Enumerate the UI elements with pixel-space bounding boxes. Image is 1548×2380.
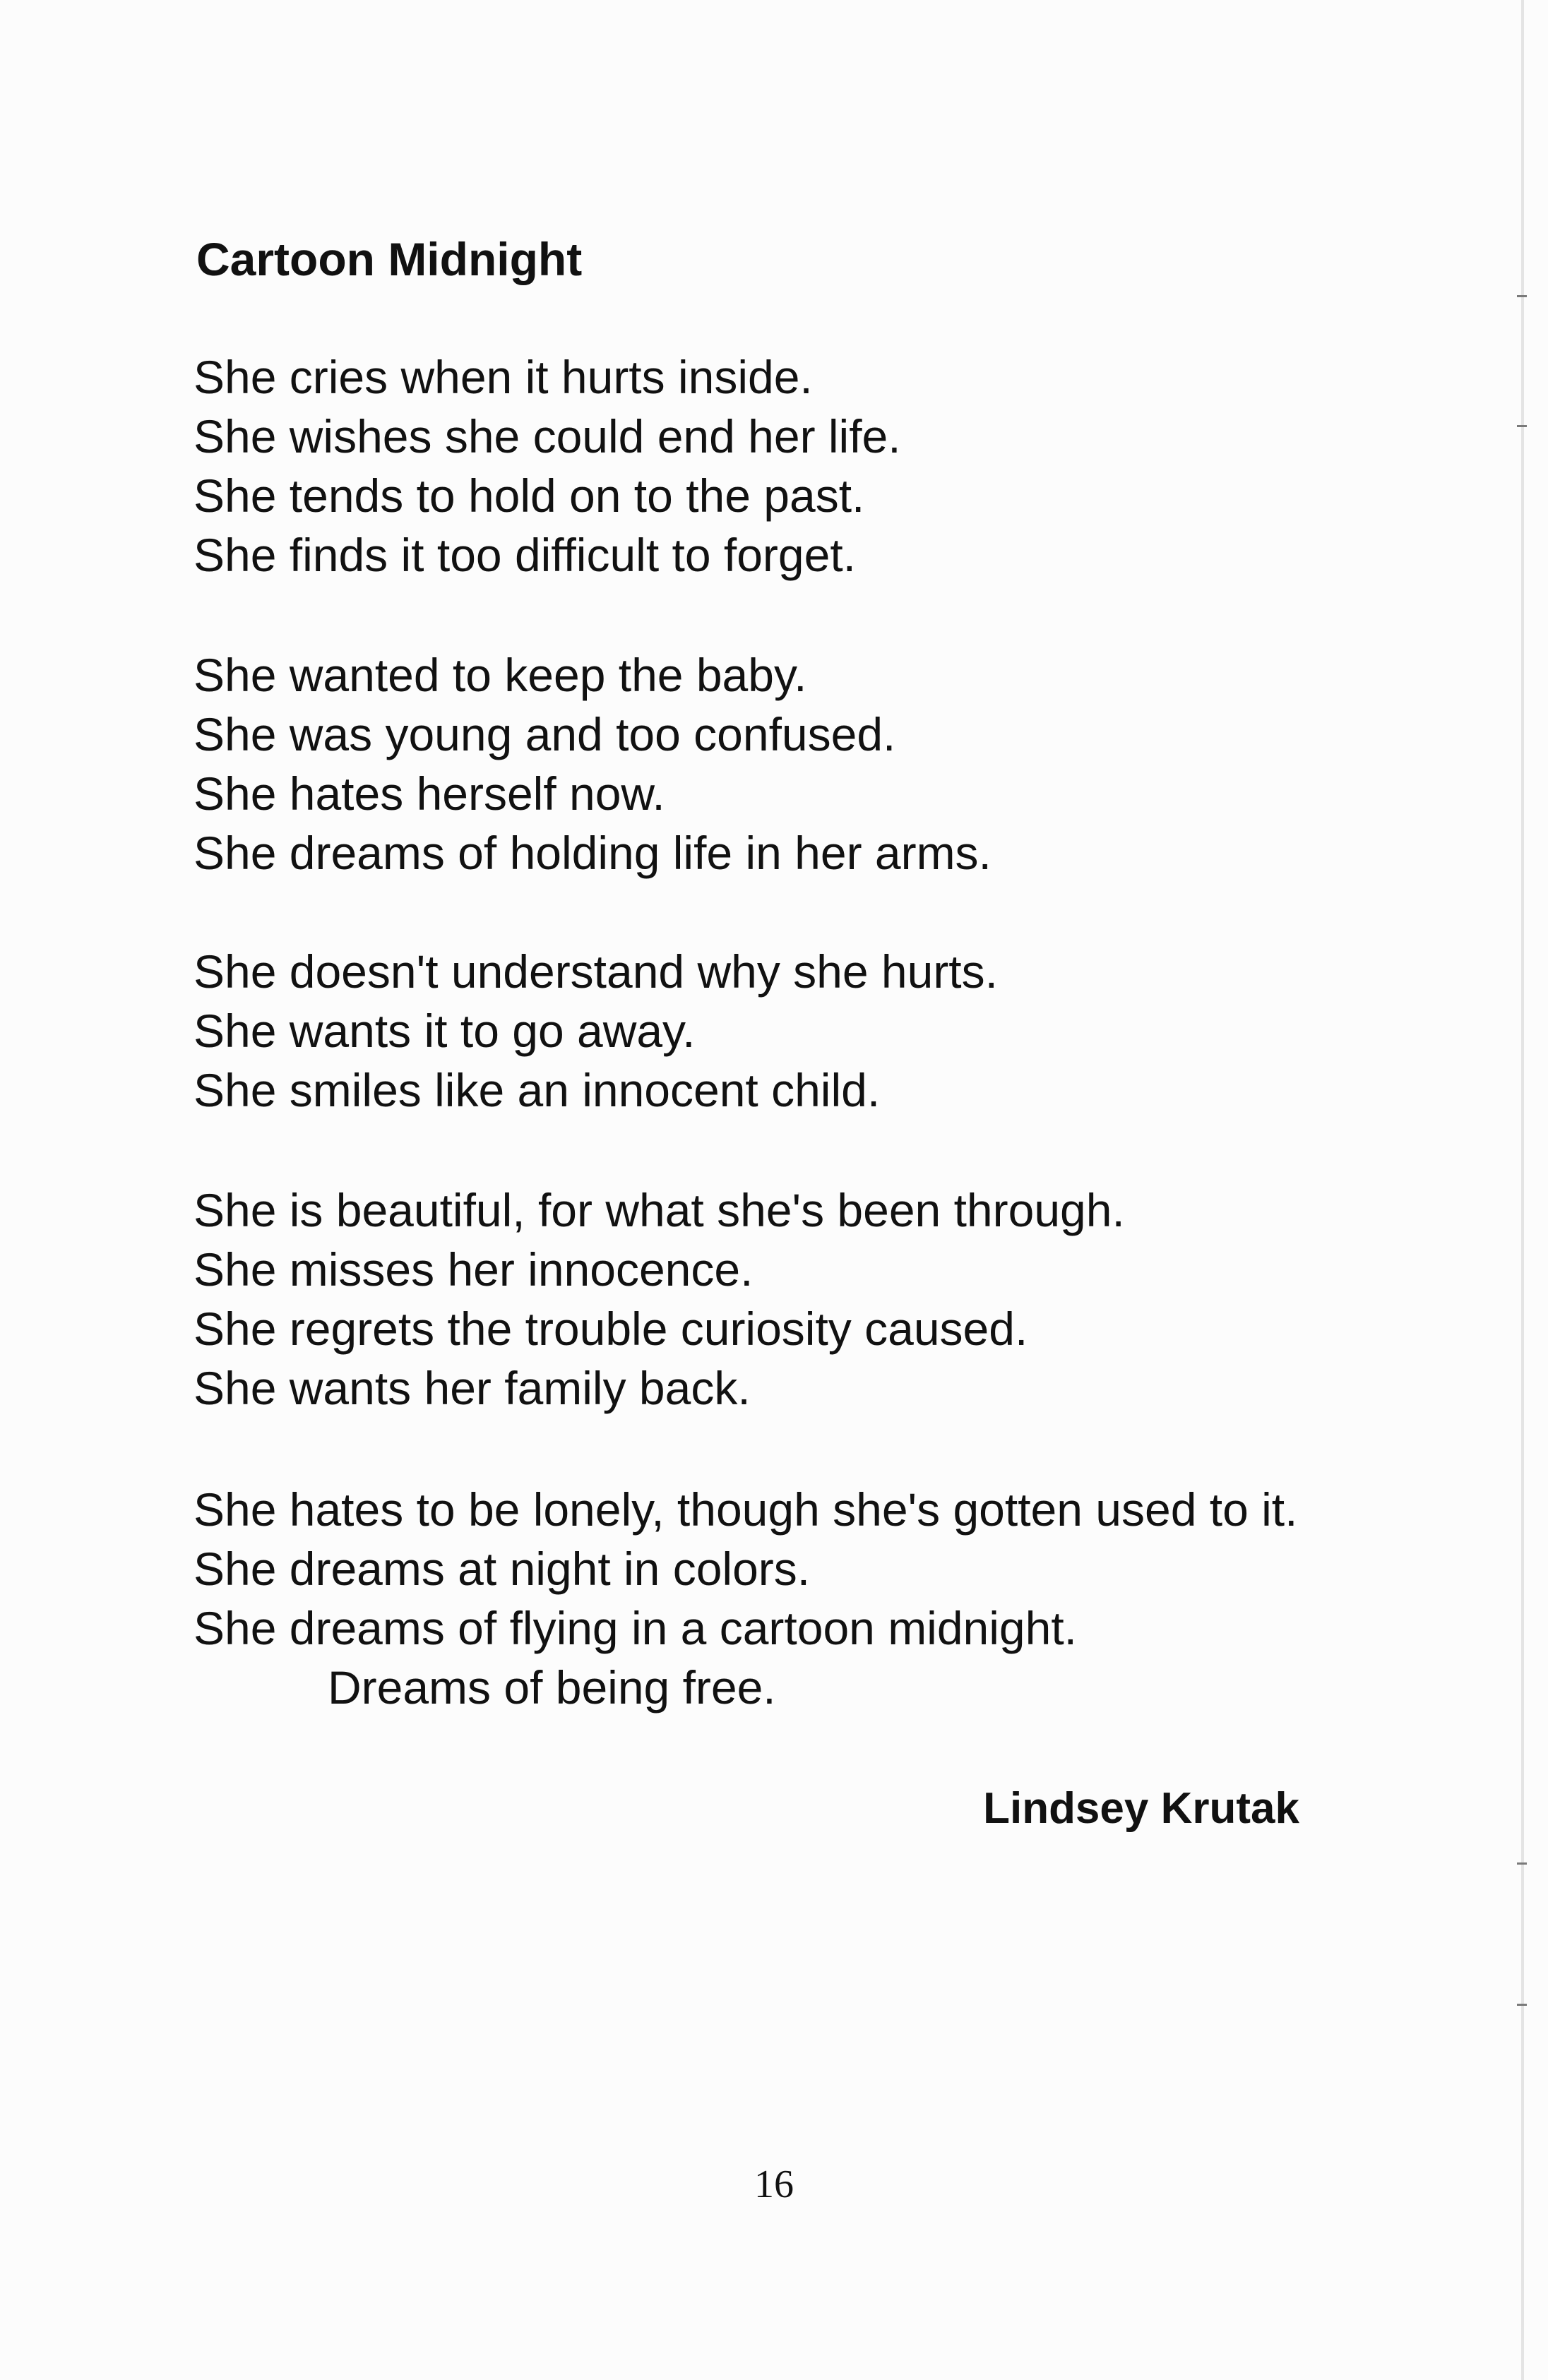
poem-line: She wants it to go away.	[194, 1005, 696, 1057]
poem-line: She finds it too difficult to forget.	[194, 529, 856, 581]
binding-mark	[1517, 1862, 1527, 1865]
stanza-3	[194, 942, 998, 1120]
poem-line: She smiles like an innocent child.	[194, 1064, 881, 1116]
poem-line: She wants her family back.	[194, 1362, 751, 1414]
poem-line: She dreams at night in colors.	[194, 1543, 811, 1595]
poem-line: She hates to be lonely, though she's gotten used to it.	[194, 1483, 1298, 1536]
binding-mark	[1517, 2004, 1527, 2006]
poem-line: She misses her innocence.	[194, 1243, 754, 1296]
poem-line: She is beautiful, for what she's been through.	[194, 1184, 1125, 1236]
stanza-4	[194, 1180, 1125, 1418]
stanza-5	[194, 1480, 1297, 1717]
binding-mark	[1517, 295, 1527, 297]
poem-line: She cries when it hurts inside.	[194, 351, 813, 403]
poem-line: She regrets the trouble curiosity caused.	[194, 1303, 1028, 1355]
poem-line: She wanted to keep the baby.	[194, 649, 807, 701]
page-binding-edge	[1521, 0, 1524, 2380]
poem-line: Dreams of being free.	[328, 1661, 776, 1714]
poem-line: She wishes she could end her life.	[194, 410, 901, 462]
poem-line: She dreams of flying in a cartoon midnight.	[194, 1602, 1078, 1654]
stanza-2	[194, 645, 992, 883]
poem-line: She doesn't understand why she hurts.	[194, 945, 998, 998]
poem-author: Lindsey Krutak	[983, 1784, 1299, 1833]
poem-line: She was young and too confused.	[194, 708, 896, 760]
poem-title: Cartoon Midnight	[196, 233, 583, 285]
stanza-1	[194, 347, 901, 585]
page-number: 16	[754, 2163, 794, 2206]
poem-line: She dreams of holding life in her arms.	[194, 827, 992, 879]
binding-mark	[1517, 425, 1527, 427]
poem-line: She tends to hold on to the past.	[194, 470, 865, 522]
poem-line: She hates herself now.	[194, 767, 665, 820]
